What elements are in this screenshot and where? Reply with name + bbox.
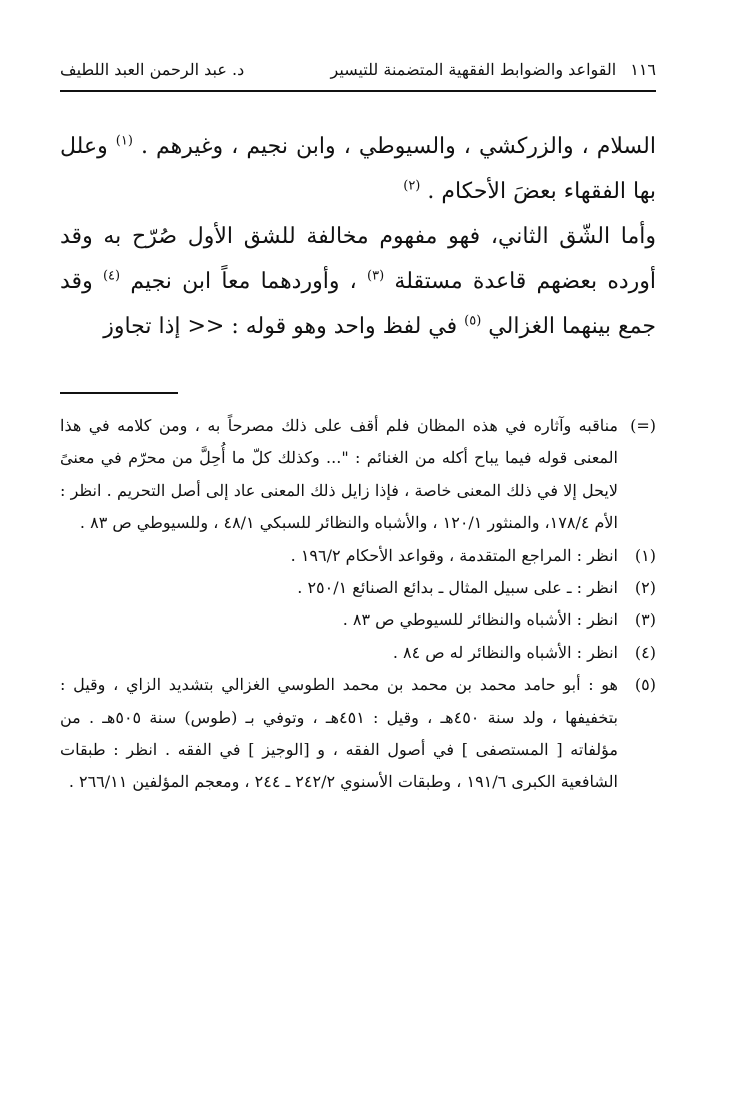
footnote-3 — [60, 604, 656, 636]
footnote-ref-4: (٤) — [102, 268, 121, 284]
book-title: القواعد والضوابط الفقهية المتضمنة للتيسير — [330, 60, 617, 79]
footnotes — [60, 410, 656, 799]
paragraph-1 — [60, 124, 656, 214]
footnote-text: انظر : ـ على سبيل المثال ـ بدائع الصنائع ٢٥٠/١ . — [297, 578, 618, 598]
paragraph-2-part-2: ، وأوردهما معاً ابن نجيم — [130, 269, 357, 294]
footnote-text: انظر : الأشباه والنظائر للسيوطي ص ٨٣ . — [342, 610, 618, 630]
footnote-ref-1: (١) — [115, 133, 133, 149]
footnote-ref-5: (٥) — [464, 313, 482, 329]
footnote-ref-2: (٢) — [403, 178, 421, 194]
footnote-2 — [60, 572, 656, 604]
paragraph-1-part-2: وعلل بها الفقهاء بعضَ الأحكام . — [60, 134, 656, 204]
footnote-continued-marker: (=) — [630, 416, 656, 435]
footnote-number: (٥) — [634, 675, 656, 695]
footnote-continued — [60, 410, 656, 540]
page-number: ١١٦ — [630, 60, 656, 79]
footnote-1 — [60, 540, 656, 572]
footnote-5 — [60, 669, 656, 799]
running-header — [60, 52, 656, 88]
footnote-text: انظر : المراجع المتقدمة ، وقواعد الأحكام ١٩٦/٢ . — [290, 545, 618, 565]
author-name: د. عبد الرحمن العبد اللطيف — [60, 60, 245, 79]
footnote-number: (٣) — [634, 610, 656, 630]
footnote-ref-3: (٣) — [367, 268, 385, 284]
paragraph-2-part-1: وأما الشّق الثاني، فهو مفهوم مخالفة للشق الأول صُرّح به وقد أورده بعضهم قاعدة مستقلة — [60, 224, 657, 294]
header-divider — [60, 90, 656, 92]
footnote-text: انظر : الأشباه والنظائر له ص ٨٤ . — [392, 642, 618, 662]
header-title-group — [331, 52, 656, 88]
paragraph-2 — [60, 214, 656, 349]
footnote-4 — [60, 637, 656, 669]
paragraph-2-part-4: في لفظ واحد وهو قوله : << إذا تجاوز — [103, 314, 458, 339]
main-text — [60, 124, 656, 349]
book-page — [60, 52, 656, 1072]
footnote-number: (٢) — [634, 578, 656, 598]
footnote-number: (٤) — [634, 642, 656, 662]
footnote-divider — [60, 392, 178, 394]
paragraph-1-part-1: السلام ، والزركشي ، والسيوطي ، وابن نجيم ، وغيرهم . — [140, 134, 656, 159]
footnote-text: هو : أبو حامد محمد بن محمد بن محمد الطوسي الغزالي بتشديد الزاي ، وقيل : بتخفيفها ، ولد سنة ٤٥٠هـ ، وقيل : ٤٥١هـ ، وتوفي بـ (طوس) سنة ٥٠٥هـ . من مؤلفاته [ المستصفى ] في أصول الفقه ، و [الوجيز ] في الفقه . انظر : طبقات الشافعية الكبرى ١٩١/٦ ، وطبقات الأسنوي ٢٤٢/٢ ـ ٢٤٤ ، ومعجم المؤلفين ٢٦٦/١١ . — [60, 675, 619, 792]
footnote-number: (١) — [634, 545, 656, 565]
paragraph-2-part-3: وقد جمع بينهما الغزالي — [60, 269, 656, 339]
footnote-continued-text: مناقبه وآثاره في هذه المظان فلم أقف على ذلك مصرحاً به ، ومن كلامه في هذا المعنى قوله فيما يباح أكله من الغنائم : "... وكذلك كلّ ما أُحِلَّ من محرّم في معنىً لايحل إلا في ذلك المعنى خاصة ، فإذا زايل ذلك المعنى عاد إلى أصل التحريم . انظر : الأم ١٧٨/٤، والمنثور ١٢٠/١ ، والأشباه والنظائر للسبكي ٤٨/١ ، وللسيوطي ص ٨٣ . — [60, 416, 618, 533]
